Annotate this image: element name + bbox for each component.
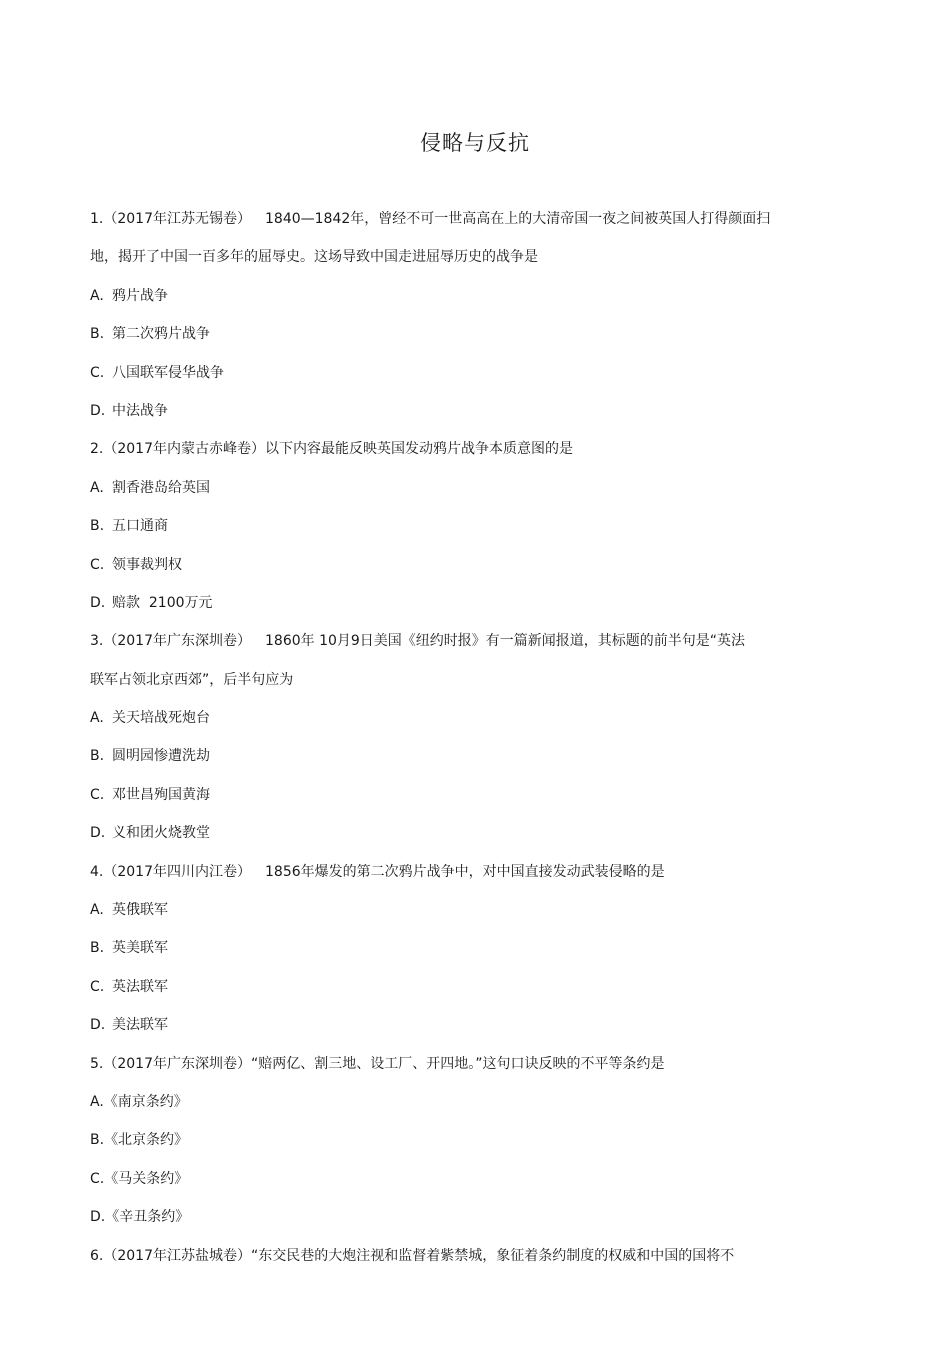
question-source: （2017年江苏无锡卷） bbox=[103, 211, 251, 227]
question-4-option-b bbox=[90, 929, 830, 967]
question-3-option-c bbox=[90, 776, 830, 814]
option-text: 八国联军侵华战争 bbox=[112, 364, 224, 381]
option-text: 英美联军 bbox=[112, 940, 168, 957]
question-4-option-d bbox=[90, 1006, 830, 1044]
option-letter: C. bbox=[90, 786, 105, 803]
question-2-option-c bbox=[90, 546, 830, 584]
option-text: 割香港岛给英国 bbox=[112, 479, 210, 496]
option-letter: A. bbox=[90, 902, 104, 919]
option-letter: B. bbox=[90, 748, 105, 765]
question-5-option-d bbox=[90, 1198, 830, 1236]
option-text: 《马关条约》 bbox=[104, 1170, 189, 1187]
question-number: 3. bbox=[90, 633, 104, 650]
question-1-option-a bbox=[90, 277, 830, 315]
option-letter: C. bbox=[90, 556, 105, 573]
question-1-option-c bbox=[90, 354, 830, 392]
question-4-option-c bbox=[90, 968, 830, 1006]
question-1-option-b bbox=[90, 315, 830, 353]
question-text: 联军占领北京西郊”，后半句应为 bbox=[90, 671, 294, 688]
question-source: （2017年广东深圳卷） bbox=[103, 633, 251, 650]
question-number: 2. bbox=[90, 441, 104, 458]
page-title: 侵略与反抗 bbox=[420, 131, 530, 155]
question-1-option-d bbox=[90, 392, 830, 430]
question-source: （2017年广东深圳卷） bbox=[103, 1055, 251, 1072]
question-2-option-d bbox=[90, 584, 830, 622]
option-letter: B. bbox=[90, 518, 105, 535]
question-5-option-c bbox=[90, 1160, 830, 1198]
question-2-stem bbox=[90, 430, 830, 468]
option-letter: A. bbox=[90, 479, 104, 496]
question-2-option-a bbox=[90, 469, 830, 507]
question-3-option-d bbox=[90, 814, 830, 852]
option-letter: D. bbox=[90, 402, 106, 419]
question-5-stem bbox=[90, 1045, 830, 1083]
option-letter: A. bbox=[90, 287, 104, 304]
option-text: 美法联军 bbox=[112, 1017, 168, 1034]
question-source: （2017年四川内江卷） bbox=[103, 863, 251, 880]
option-text: 第二次鸦片战争 bbox=[112, 326, 210, 343]
question-1-stem-cont bbox=[90, 238, 830, 276]
option-letter: A. bbox=[90, 710, 104, 727]
option-text: 领事裁判权 bbox=[112, 556, 182, 573]
question-2-option-b bbox=[90, 507, 830, 545]
option-text: 中法战争 bbox=[112, 402, 168, 419]
question-5-option-b bbox=[90, 1121, 830, 1159]
option-letter: D. bbox=[90, 1017, 106, 1034]
question-3-stem bbox=[90, 622, 830, 660]
question-number: 5. bbox=[90, 1055, 104, 1072]
question-text: 1856年爆发的第二次鸦片战争中，对中国直接发动武装侵略的是 bbox=[265, 863, 665, 880]
question-text: “赔两亿、割三地、设工厂、开四地。”这句口诀反映的不平等条约是 bbox=[251, 1055, 665, 1072]
question-text: “东交民巷的大炮注视和监督着紫禁城，象征着条约制度的权威和中国的国将不 bbox=[251, 1247, 735, 1264]
question-source: （2017年内蒙古赤峰卷） bbox=[103, 441, 265, 458]
question-number: 1. bbox=[90, 211, 104, 227]
option-text: 《辛丑条约》 bbox=[105, 1209, 190, 1226]
question-6-stem bbox=[90, 1237, 830, 1275]
option-text: 义和团火烧教堂 bbox=[112, 825, 210, 842]
question-text: 地，揭开了中国一百多年的屈辱史。这场导致中国走进屈辱历史的战争是 bbox=[90, 249, 538, 266]
question-number: 4. bbox=[90, 863, 104, 880]
option-letter: B. bbox=[90, 326, 105, 343]
question-source: （2017年江苏盐城卷） bbox=[103, 1247, 251, 1264]
question-text: 1840—1842年，曾经不可一世高高在上的大清帝国一夜之间被英国人打得颜面扫 bbox=[265, 211, 771, 227]
option-text: 《北京条约》 bbox=[104, 1132, 189, 1149]
option-letter: D. bbox=[90, 825, 106, 842]
option-letter: A. bbox=[90, 1093, 104, 1110]
question-1-stem bbox=[90, 200, 830, 238]
option-text: 鸦片战争 bbox=[112, 287, 168, 304]
option-text: 赔款 2100万元 bbox=[112, 594, 213, 611]
question-number: 6. bbox=[90, 1247, 104, 1264]
question-4-stem bbox=[90, 853, 830, 891]
option-text: 关天培战死炮台 bbox=[112, 710, 210, 727]
option-text: 英法联军 bbox=[112, 978, 168, 995]
option-text: 圆明园惨遭洗劫 bbox=[112, 748, 210, 765]
option-letter: B. bbox=[90, 940, 105, 957]
option-letter: C. bbox=[90, 1170, 105, 1187]
option-letter: C. bbox=[90, 364, 105, 381]
question-text: 1860年 10月9日美国《纽约时报》有一篇新闻报道，其标题的前半句是“英法 bbox=[265, 633, 746, 650]
option-text: 邓世昌殉国黄海 bbox=[112, 786, 210, 803]
option-letter: D. bbox=[90, 594, 106, 611]
option-text: 《南京条约》 bbox=[103, 1093, 188, 1110]
question-3-option-a bbox=[90, 699, 830, 737]
question-3-stem-cont bbox=[90, 661, 830, 699]
question-5-option-a bbox=[90, 1083, 830, 1121]
question-list bbox=[90, 200, 830, 1275]
option-text: 英俄联军 bbox=[112, 902, 168, 919]
option-letter: D. bbox=[90, 1209, 106, 1226]
question-3-option-b bbox=[90, 737, 830, 775]
question-4-option-a bbox=[90, 891, 830, 929]
question-text: 以下内容最能反映英国发动鸦片战争本质意图的是 bbox=[265, 441, 573, 458]
option-letter: B. bbox=[90, 1132, 105, 1149]
option-letter: C. bbox=[90, 978, 105, 995]
option-text: 五口通商 bbox=[112, 518, 168, 535]
